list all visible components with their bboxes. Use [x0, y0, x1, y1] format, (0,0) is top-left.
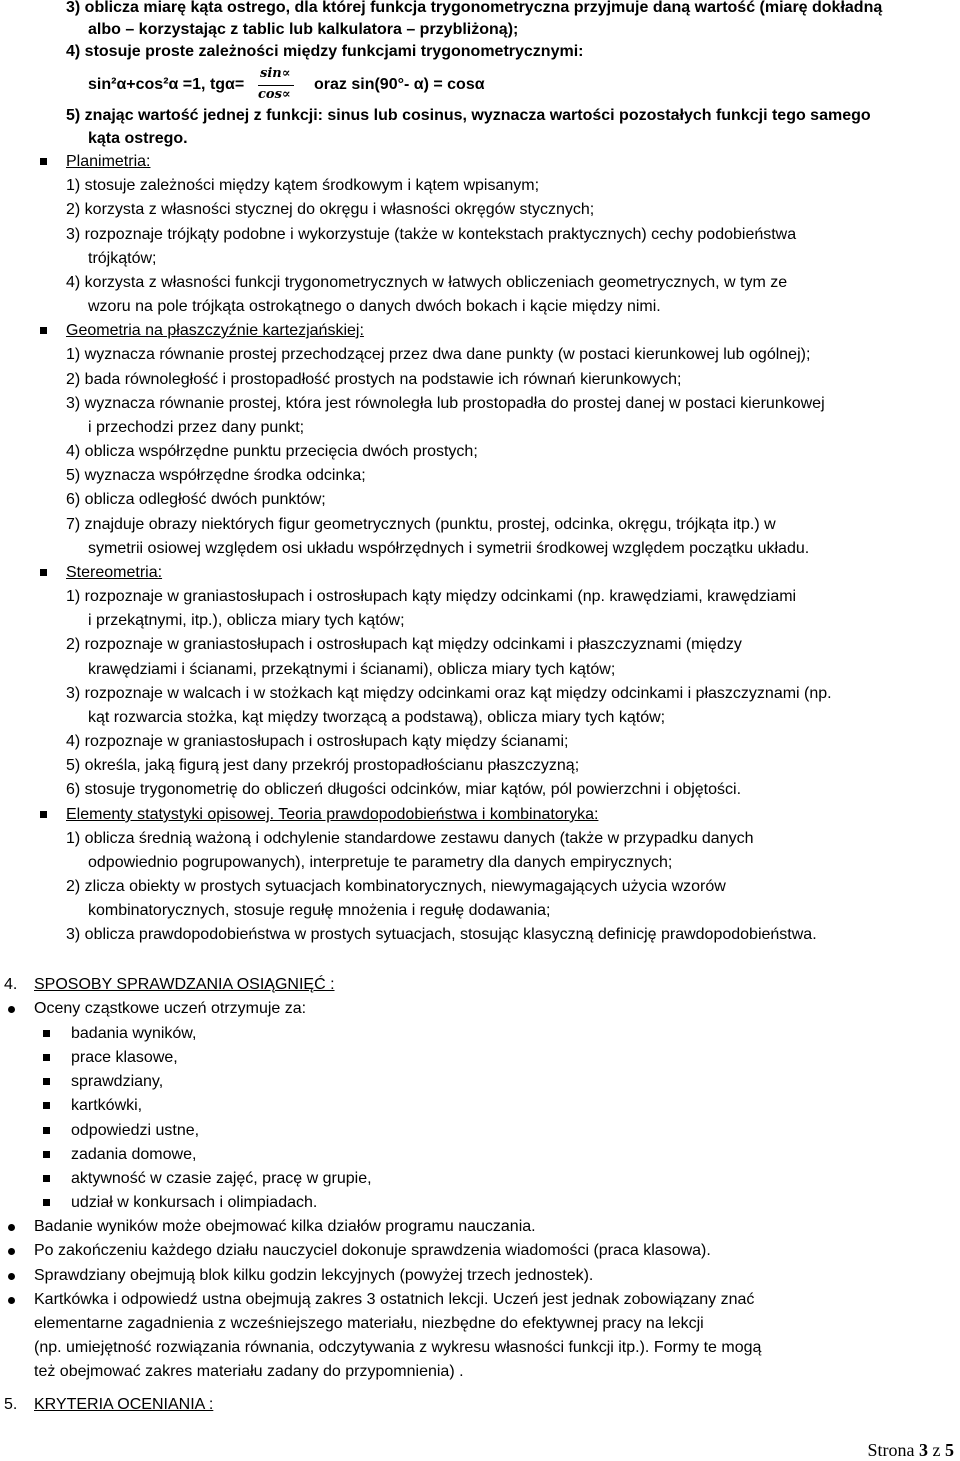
planimetria-item-1: 1) stosuje zależności między kątem środkowym i kątem wpisanym;: [66, 177, 540, 194]
grade-source-item: kartkówki,: [71, 1097, 143, 1114]
section-4-bullet-4-line2: elementarne zagadnienia z wcześniejszego materiału, niezbędne do efektywnej pracy na lekcji: [34, 1315, 704, 1332]
grade-source-item: udział w konkursach i olimpiadach.: [71, 1194, 318, 1211]
footer-current-page: 3: [919, 1440, 928, 1460]
stereometria-item-1-line2: i przekątnymi, itp.), oblicza miary tych kątów;: [88, 612, 405, 629]
planimetria-item-3-line2: trójkątów;: [88, 250, 157, 267]
formula-right: oraz sin(90°- α) = cosα: [314, 76, 485, 93]
statystyka-item-1-line1: 1) oblicza średnią ważoną i odchylenie standardowe zestawu danych (także w przypadku danych: [66, 830, 754, 847]
bullet-dot-icon: [8, 1297, 15, 1304]
geometria-item-5: 5) wyznacza współrzędne środka odcinka;: [66, 467, 366, 484]
section-4-title: SPOSOBY SPRAWDZANIA OSIĄGNIĘĆ :: [34, 976, 335, 993]
grade-source-item: zadania domowe,: [71, 1146, 197, 1163]
planimetria-item-4-line1: 4) korzysta z własności funkcji trygonometrycznych w łatwych obliczeniach geometrycznych, w tym ze: [66, 274, 788, 291]
trig-item-4: 4) stosuje proste zależności między funkcjami trygonometrycznymi:: [66, 43, 584, 60]
section-4-bullet-3: Sprawdziany obejmują blok kilku godzin lekcyjnych (powyżej trzech jednostek).: [34, 1267, 594, 1284]
stereometria-item-4: 4) rozpoznaje w graniastosłupach i ostrosłupach kąty między ścianami;: [66, 733, 569, 750]
section-4-bullet-4-line4: też obejmować zakres materiału zadany do przypomnienia) .: [34, 1363, 464, 1380]
grade-source-item: odpowiedzi ustne,: [71, 1122, 200, 1139]
statystyka-item-2-line1: 2) zlicza obiekty w prostych sytuacjach kombinatorycznych, niewymagających użycia wzorów: [66, 878, 726, 895]
footer-mid: z: [928, 1440, 945, 1460]
geometria-item-7-line2: symetrii osiowej względem osi układu współrzędnych i symetrii środkowej względem początku układu.: [88, 540, 810, 557]
footer-total-pages: 5: [945, 1440, 954, 1460]
section-5-title: KRYTERIA OCENIANIA :: [34, 1396, 214, 1413]
square-bullet-icon: [43, 1127, 50, 1134]
statystyka-heading: Elementy statystyki opisowej. Teoria prawdopodobieństwa i kombinatoryka:: [66, 806, 599, 823]
stereometria-item-3-line1: 3) rozpoznaje w walcach i w stożkach kąt między odcinkami oraz kąt między odcinkami i płaszczyznami (np.: [66, 685, 832, 702]
square-bullet-icon: [40, 569, 47, 576]
fraction-numerator: sin∝: [260, 66, 291, 81]
geometria-item-3-line2: i przechodzi przez dany punkt;: [88, 419, 305, 436]
square-bullet-icon: [40, 158, 47, 165]
square-bullet-icon: [43, 1078, 50, 1085]
statystyka-item-3: 3) oblicza prawdopodobieństwa w prostych sytuacjach, stosując klasyczną definicję prawdopodobieństwa.: [66, 926, 817, 943]
section-5-number: 5.: [4, 1396, 18, 1413]
page-number-footer: [868, 1440, 955, 1461]
section-4-number: 4.: [4, 976, 18, 993]
grade-source-item: badania wyników,: [71, 1025, 197, 1042]
statystyka-item-1-line2: odpowiednio pogrupowanych), interpretuje te parametry dla danych empirycznych;: [88, 854, 673, 871]
geometria-item-7-line1: 7) znajduje obrazy niektórych figur geometrycznych (punktu, prostej, odcinka, okręgu, trójkąta itp.) w: [66, 516, 776, 533]
square-bullet-icon: [43, 1199, 50, 1206]
stereometria-item-5: 5) określa, jaką figurą jest dany przekrój prostopadłościanu płaszczyzną;: [66, 757, 580, 774]
planimetria-item-4-line2: wzoru na pole trójkąta ostrokątnego o danych dwóch bokach i kącie między nimi.: [88, 298, 661, 315]
bullet-dot-icon: [8, 1224, 15, 1231]
square-bullet-icon: [43, 1030, 50, 1037]
planimetria-item-2: 2) korzysta z własności stycznej do okręgu i własności okręgów stycznych;: [66, 201, 595, 218]
stereometria-item-6: 6) stosuje trygonometrię do obliczeń długości odcinków, miar kątów, pól powierzchni i objętości.: [66, 781, 742, 798]
trig-item-5-line2: kąta ostrego.: [88, 130, 188, 147]
stereometria-item-1-line1: 1) rozpoznaje w graniastosłupach i ostrosłupach kąty między odcinkami (np. krawędziami, krawędziami: [66, 588, 797, 605]
trig-item-3-line1: 3) oblicza miarę kąta ostrego, dla której funkcja trygonometryczna przyjmuje daną wartość (miarę dokładną: [66, 0, 883, 16]
statystyka-item-2-line2: kombinatorycznych, stosuje regułę mnożenia i regułę dodawania;: [88, 902, 551, 919]
stereometria-item-3-line2: kąt rozwarcia stożka, kąt między tworzącą a podstawą), oblicza miary tych kątów;: [88, 709, 666, 726]
section-4-intro: Oceny cząstkowe uczeń otrzymuje za:: [34, 1000, 307, 1017]
geometria-item-4: 4) oblicza współrzędne punktu przecięcia dwóch prostych;: [66, 443, 478, 460]
geometria-heading: Geometria na płaszczyźnie kartezjańskiej:: [66, 322, 364, 339]
bullet-dot-icon: [8, 1248, 15, 1255]
grade-source-item: sprawdziany,: [71, 1073, 164, 1090]
fraction-bar: [258, 85, 294, 86]
planimetria-item-3-line1: 3) rozpoznaje trójkąty podobne i wykorzystuje (także w kontekstach praktycznych) cechy podobieństwa: [66, 226, 797, 243]
planimetria-heading: Planimetria:: [66, 153, 151, 170]
geometria-item-6: 6) oblicza odległość dwóch punktów;: [66, 491, 326, 508]
footer-prefix: Strona: [867, 1440, 919, 1460]
square-bullet-icon: [40, 811, 47, 818]
geometria-item-3-line1: 3) wyznacza równanie prostej, która jest równoległa lub prostopadła do prostej danej w postaci kierunkowej: [66, 395, 825, 412]
grade-source-item: aktywność w czasie zajęć, pracę w grupie,: [71, 1170, 372, 1187]
trig-item-5-line1: 5) znając wartość jednej z funkcji: sinus lub cosinus, wyznacza wartości pozostałych funkcji tego samego: [66, 107, 871, 124]
section-4-bullet-4-line3: (np. umiejętność rozwiązania równania, odczytywania z wykresu własności funkcji itp.). Formy te mogą: [34, 1339, 762, 1356]
section-4-bullet-4-line1: Kartkówka i odpowiedź ustna obejmują zakres 3 ostatnich lekcji. Uczeń jest jednak zobowiązany znać: [34, 1291, 755, 1308]
square-bullet-icon: [43, 1175, 50, 1182]
bullet-dot-icon: [8, 1006, 15, 1013]
geometria-item-2: 2) bada równoległość i prostopadłość prostych na podstawie ich równań kierunkowych;: [66, 371, 682, 388]
stereometria-item-2-line1: 2) rozpoznaje w graniastosłupach i ostrosłupach kąt między odcinkami i płaszczyznami (między: [66, 636, 742, 653]
section-4-bullet-1: Badanie wyników może obejmować kilka działów programu nauczania.: [34, 1218, 536, 1235]
grade-source-item: prace klasowe,: [71, 1049, 178, 1066]
stereometria-item-2-line2: krawędziami i ścianami, przekątnymi i ścianami), oblicza miary tych kątów;: [88, 661, 616, 678]
bullet-dot-icon: [8, 1273, 15, 1280]
formula-left: sin²α+cos²α =1, tgα=: [88, 76, 245, 93]
square-bullet-icon: [43, 1151, 50, 1158]
square-bullet-icon: [43, 1102, 50, 1109]
square-bullet-icon: [40, 327, 47, 334]
section-4-bullet-2: Po zakończeniu każdego działu nauczyciel dokonuje sprawdzenia wiadomości (praca klasowa).: [34, 1242, 711, 1259]
fraction-denominator: cos∝: [258, 87, 291, 102]
stereometria-heading: Stereometria:: [66, 564, 163, 581]
trig-item-3-line2: albo – korzystając z tablic lub kalkulatora – przybliżoną);: [88, 21, 519, 38]
geometria-item-1: 1) wyznacza równanie prostej przechodzącej przez dwa dane punkty (w postaci kierunkowej lub ogólnej);: [66, 346, 811, 363]
square-bullet-icon: [43, 1054, 50, 1061]
